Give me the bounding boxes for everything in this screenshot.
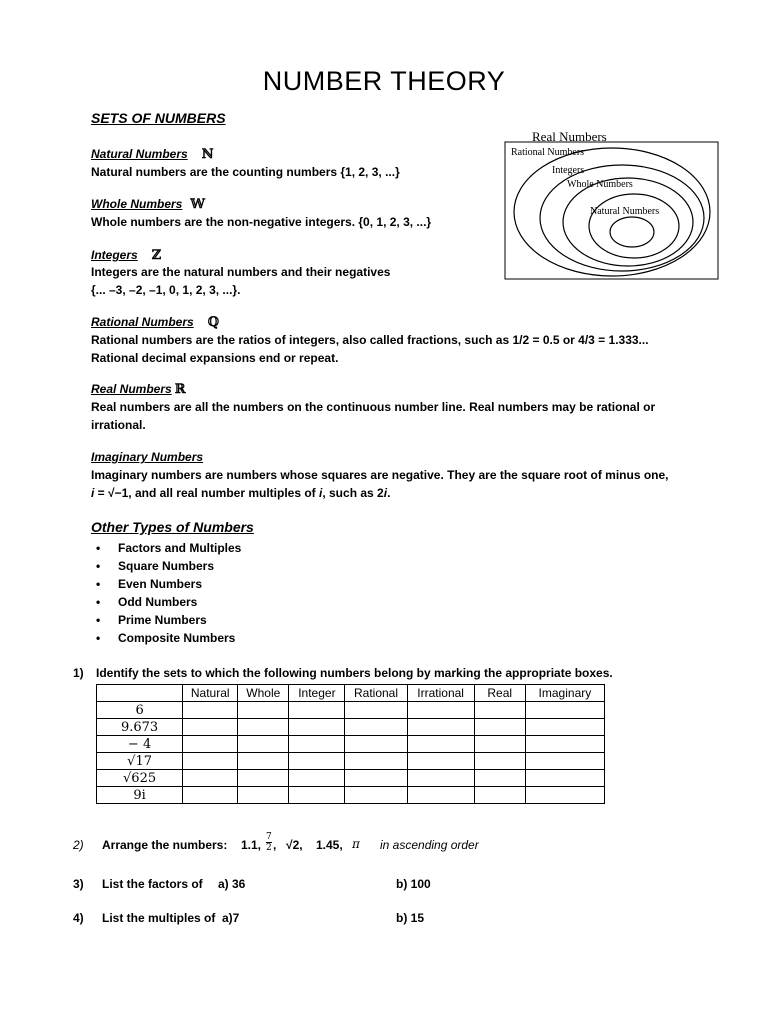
q2-label: Arrange the numbers:	[102, 838, 228, 852]
checkbox-cell[interactable]	[525, 770, 604, 787]
row-label: 9i	[97, 787, 183, 804]
venn-real-label: Real Numbers	[532, 129, 607, 144]
page-title: NUMBER THEORY	[262, 66, 506, 96]
natural-heading	[91, 147, 214, 162]
real-text-1: Real numbers are all the numbers on the continuous number line. Real numbers may be rational or	[91, 400, 656, 414]
q3-label: List the factors of	[102, 877, 203, 891]
checkbox-cell[interactable]	[238, 702, 289, 719]
checkbox-cell[interactable]	[474, 702, 525, 719]
checkbox-cell[interactable]	[474, 787, 525, 804]
checkbox-cell[interactable]	[345, 736, 407, 753]
checkbox-cell[interactable]	[345, 770, 407, 787]
checkbox-cell[interactable]	[407, 787, 474, 804]
row-label: √625	[97, 770, 183, 787]
checkbox-cell[interactable]	[183, 787, 238, 804]
list-item: • Factors and Multiples	[96, 539, 241, 557]
q1-number: 1)	[73, 666, 84, 680]
checkbox-cell[interactable]	[345, 787, 407, 804]
q3-b: b) 100	[396, 877, 431, 891]
checkbox-cell[interactable]	[238, 753, 289, 770]
row-label: √17	[97, 753, 183, 770]
column-header: Imaginary	[525, 685, 604, 702]
column-header: Natural	[183, 685, 238, 702]
checkbox-cell[interactable]	[407, 736, 474, 753]
natural-text: Natural numbers are the counting numbers {1, 2, 3, ...}	[91, 165, 400, 179]
checkbox-cell[interactable]	[525, 736, 604, 753]
whole-text: Whole numbers are the non-negative integers. {0, 1, 2, 3, ...}	[91, 215, 432, 229]
venn-natural-ellipse	[589, 194, 679, 258]
rational-text-1: Rational numbers are the ratios of integers, also called fractions, such as 1/2 = 0.5 or 4/3 = 1.333...	[91, 333, 649, 347]
q2-pi: π	[352, 837, 360, 851]
q3-number: 3)	[73, 877, 84, 891]
venn-natural-label: Natural Numbers	[590, 206, 660, 217]
venn-inner-ellipse	[610, 217, 654, 247]
table-row	[97, 787, 605, 804]
checkbox-cell[interactable]	[238, 770, 289, 787]
column-header: Rational	[345, 685, 407, 702]
integers-text-2: {... –3, –2, –1, 0, 1, 2, 3, ...}.	[91, 283, 241, 297]
row-label: 9.673	[97, 719, 183, 736]
checkbox-cell[interactable]	[345, 719, 407, 736]
checkbox-cell[interactable]	[183, 753, 238, 770]
checkbox-cell[interactable]	[407, 702, 474, 719]
imaginary-text-1: Imaginary numbers are numbers whose squares are negative. They are the square root of minus one,	[91, 468, 669, 482]
checkbox-cell[interactable]	[183, 736, 238, 753]
imaginary-label: Imaginary Numbers	[91, 450, 204, 464]
real-heading	[91, 382, 186, 397]
q2-n4: 1.45,	[316, 838, 343, 852]
list-item: • Even Numbers	[96, 575, 241, 593]
checkbox-cell[interactable]	[289, 702, 345, 719]
real-text-2: irrational.	[91, 418, 146, 432]
q2-frac-den: 2	[266, 843, 272, 853]
rational-symbol: ℚ	[207, 315, 220, 330]
integers-label: Integers	[91, 248, 138, 262]
imaginary-i-3: i	[383, 486, 388, 500]
checkbox-cell[interactable]	[474, 753, 525, 770]
checkbox-cell[interactable]	[183, 770, 238, 787]
checkbox-cell[interactable]	[525, 702, 604, 719]
q2-n1: 1.1,	[241, 838, 262, 852]
checkbox-cell[interactable]	[289, 736, 345, 753]
q2-number: 2)	[73, 838, 84, 852]
checkbox-cell[interactable]	[345, 702, 407, 719]
row-label: − 4	[97, 736, 183, 753]
q3-a: a) 36	[218, 877, 246, 891]
checkbox-cell[interactable]	[525, 719, 604, 736]
sets-heading: SETS OF NUMBERS	[91, 110, 226, 126]
checkbox-cell[interactable]	[289, 753, 345, 770]
checkbox-cell[interactable]	[525, 753, 604, 770]
checkbox-cell[interactable]	[289, 719, 345, 736]
imaginary-text-2	[91, 485, 390, 502]
table-row	[97, 753, 605, 770]
checkbox-cell[interactable]	[407, 770, 474, 787]
q2-tail: in ascending order	[380, 838, 479, 852]
checkbox-cell[interactable]	[407, 719, 474, 736]
column-header: Integer	[289, 685, 345, 702]
venn-whole-ellipse	[563, 178, 693, 266]
rational-text-2: Rational decimal expansions end or repeat.	[91, 351, 339, 365]
venn-integers-label: Integers	[552, 165, 585, 176]
checkbox-cell[interactable]	[289, 787, 345, 804]
checkbox-cell[interactable]	[474, 719, 525, 736]
table-row	[97, 702, 605, 719]
table-row	[97, 770, 605, 787]
rational-label: Rational Numbers	[91, 315, 194, 329]
q4-label: List the multiples of	[102, 911, 216, 925]
checkbox-cell[interactable]	[238, 787, 289, 804]
real-label: Real Numbers	[91, 382, 172, 396]
natural-symbol: ℕ	[201, 147, 214, 162]
checkbox-cell[interactable]	[525, 787, 604, 804]
list-item: • Square Numbers	[96, 557, 241, 575]
whole-heading	[91, 197, 205, 212]
checkbox-cell[interactable]	[345, 753, 407, 770]
checkbox-cell[interactable]	[474, 770, 525, 787]
real-symbol: ℝ	[174, 382, 186, 397]
venn-rational-label: Rational Numbers	[511, 147, 585, 158]
whole-symbol: 𝕎	[190, 197, 205, 212]
natural-label: Natural Numbers	[91, 147, 188, 161]
sets-table	[96, 684, 605, 804]
venn-diagram	[504, 126, 720, 282]
table-row	[97, 736, 605, 753]
checkbox-cell[interactable]	[407, 753, 474, 770]
integers-heading	[91, 248, 161, 263]
column-header: Irrational	[407, 685, 474, 702]
q1-text: Identify the sets to which the following numbers belong by marking the appropriate boxes.	[96, 666, 613, 680]
integers-text-1: Integers are the natural numbers and their negatives	[91, 265, 391, 279]
checkbox-cell[interactable]	[238, 736, 289, 753]
imaginary-i-2: i	[319, 486, 323, 500]
list-item: • Composite Numbers	[96, 629, 241, 647]
table-row	[97, 719, 605, 736]
rational-heading	[91, 315, 219, 330]
imaginary-i-1: i	[91, 486, 95, 500]
column-header: Real	[474, 685, 525, 702]
imaginary-text-2c: .	[387, 486, 391, 500]
row-label: 6	[97, 702, 183, 719]
integers-symbol: ℤ	[151, 248, 162, 263]
q4-b: b) 15	[396, 911, 425, 925]
venn-whole-label: Whole Numbers	[567, 179, 633, 190]
column-header: Whole	[238, 685, 289, 702]
checkbox-cell[interactable]	[238, 719, 289, 736]
other-types-heading: Other Types of Numbers	[91, 519, 254, 535]
q4-a: a)7	[222, 911, 240, 925]
whole-label: Whole Numbers	[91, 197, 183, 211]
q2-frac-num: 7	[266, 832, 272, 842]
checkbox-cell[interactable]	[289, 770, 345, 787]
q4-number: 4)	[73, 911, 84, 925]
imaginary-text-2a: = √−1, and all real number multiples of	[94, 486, 319, 500]
table-header-row	[97, 685, 605, 702]
other-types-list	[96, 539, 241, 647]
checkbox-cell[interactable]	[183, 702, 238, 719]
checkbox-cell[interactable]	[474, 736, 525, 753]
q2-fraction	[266, 832, 272, 853]
list-item: • Odd Numbers	[96, 593, 241, 611]
checkbox-cell[interactable]	[183, 719, 238, 736]
imaginary-text-2b: , such as 2	[322, 486, 384, 500]
q2-n3: √2,	[286, 838, 303, 852]
list-item: • Prime Numbers	[96, 611, 241, 629]
